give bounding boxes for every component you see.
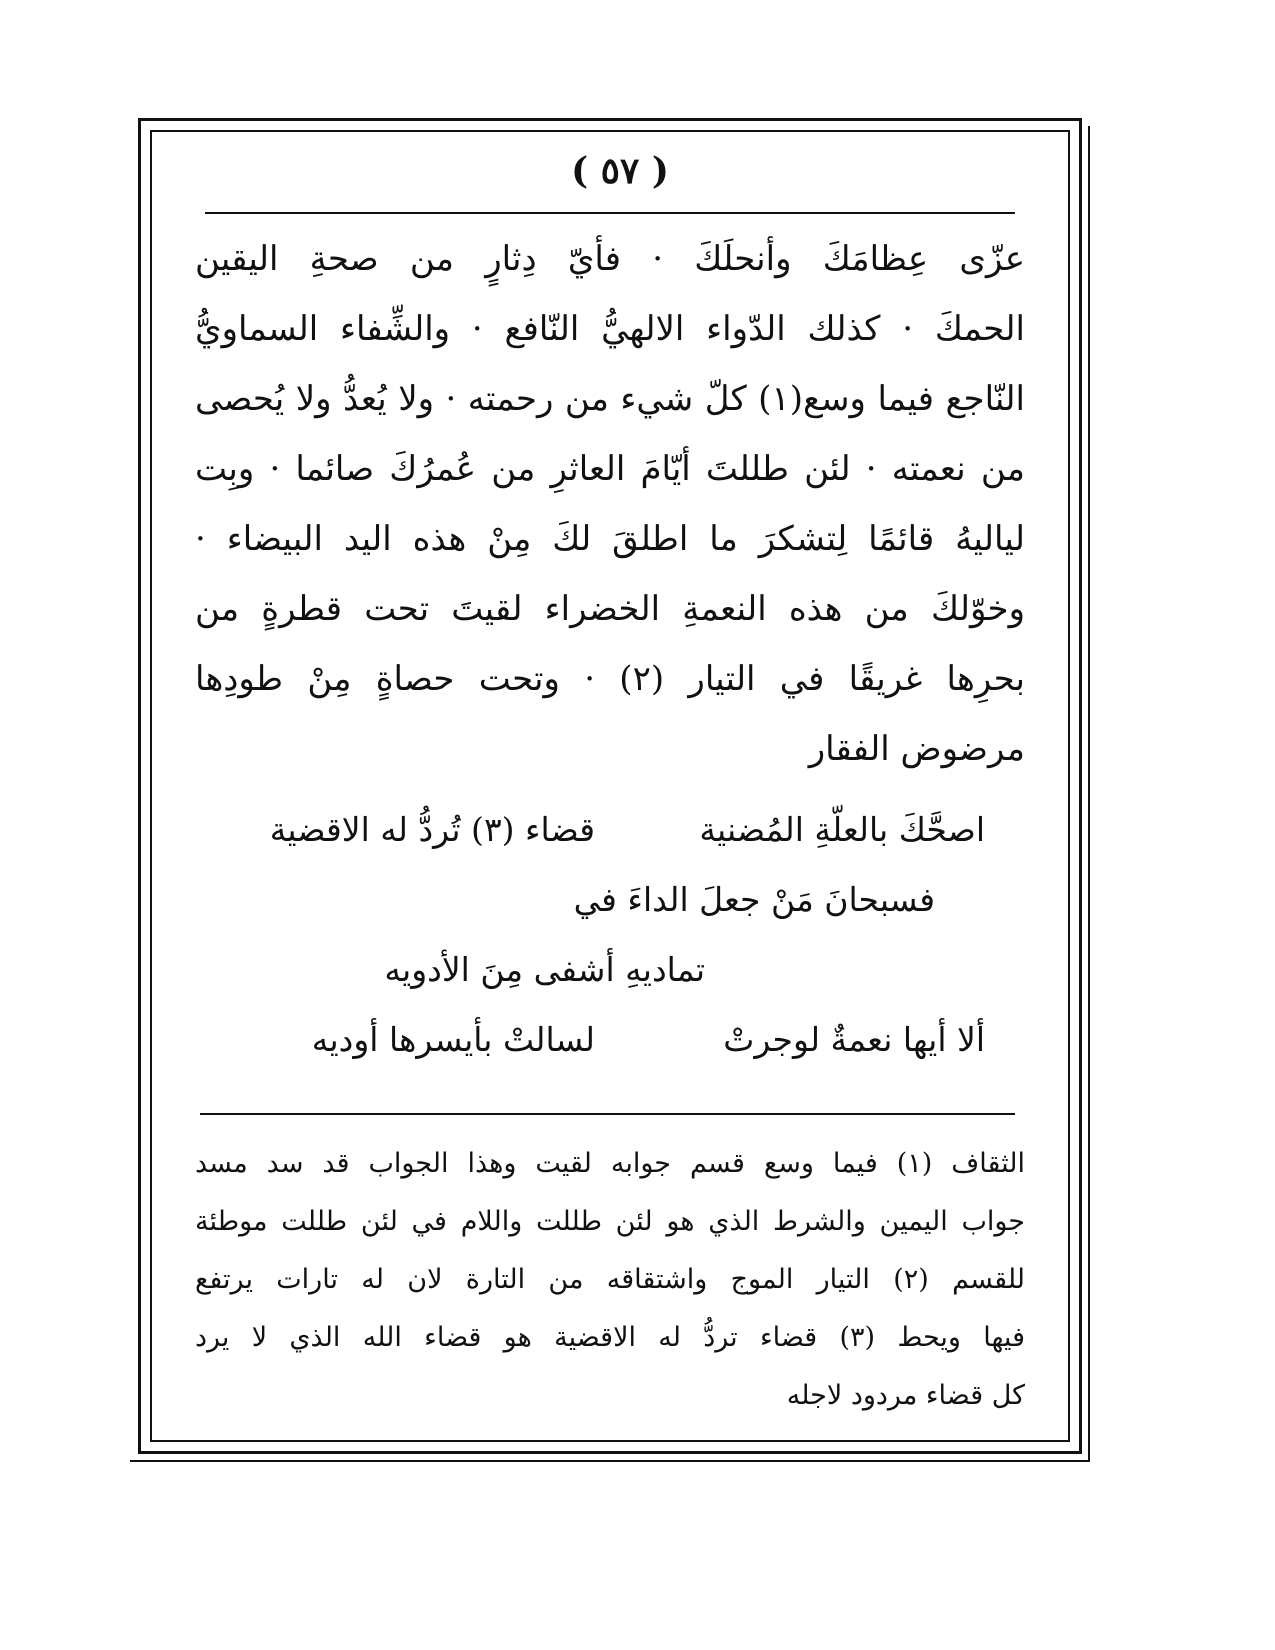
poem-verse	[195, 935, 1025, 1005]
poem-verse	[195, 865, 1025, 935]
main-text	[195, 224, 1025, 784]
poem-verse	[195, 1005, 1025, 1075]
poem-hemistich-first: اصحَّكَ بالعلّةِ المُضنية	[699, 810, 985, 849]
text-line: الحمكَ · كذلك الدّواء الالهيُّ النّافع · والشِّفاء السماويُّ	[195, 309, 1025, 349]
text-line: وخوّلكَ من هذه النعمةِ الخضراء لقيتَ تحت قطرةٍ من	[195, 589, 1025, 629]
text-line: لياليهُ قائمًا لِتشكرَ ما اطلقَ لكَ مِنْ هذه اليد البيضاء ·	[195, 519, 1025, 559]
footnote-rule	[200, 1113, 1015, 1115]
poem-hemistich: فسبحانَ مَنْ جعلَ الداءَ في	[573, 880, 935, 919]
page-number: ( ٥٧ )	[571, 150, 669, 192]
footnotes	[195, 1135, 1025, 1425]
poem	[195, 795, 1025, 1075]
poem-hemistich-second: قضاء (٣) تُردُّ له الاقضية	[269, 810, 595, 849]
text-line: النّاجع فيما وسع(١) كلّ شيء من رحمته · ولا يُعدُّ ولا يُحصى	[195, 379, 1025, 419]
text-line: من نعمته · لئن طللتَ أيّامَ العاثرِ من عُمرُكَ صائما · وبِت	[195, 449, 1025, 489]
text-line: عزّى عِظامَكَ وأنحلَكَ · فأيّ دِثارٍ من صحةِ اليقين	[195, 239, 1025, 279]
text-line: بحرِها غريقًا في التيار (٢) · وتحت حصاةٍ مِنْ طودِها	[195, 659, 1025, 699]
poem-hemistich-second: لسالتْ بأيسرها أوديه	[311, 1020, 595, 1059]
footnote-line: للقسم (٢) التيار الموج واشتقاقه من التارة لان له تارات يرتفع	[195, 1264, 1025, 1295]
footnote-line: جواب اليمين والشرط الذي هو لئن طللت واللام في لئن طللت موطئة	[195, 1206, 1025, 1237]
text-line: مرضوض الفقار	[808, 729, 1025, 769]
footnote-line: الثقاف (١) فيما وسع قسم جوابه لقيت وهذا الجواب قد سد مسد	[195, 1148, 1025, 1179]
poem-hemistich-first: ألا أيها نعمةٌ لوجرتْ	[723, 1020, 985, 1059]
page-border-bottom-rule	[130, 1460, 1090, 1462]
page-border-right-rule	[1088, 126, 1090, 1460]
footnote-line: فيها ويحط (٣) قضاء تردُّ له الاقضية هو قضاء الله الذي لا يرد	[195, 1322, 1025, 1353]
poem-verse	[195, 795, 1025, 865]
poem-hemistich: تماديهِ أشفى مِنَ الأدويه	[384, 950, 705, 989]
footnote-line: كل قضاء مردود لاجله	[786, 1380, 1025, 1411]
header-rule	[205, 212, 1015, 214]
